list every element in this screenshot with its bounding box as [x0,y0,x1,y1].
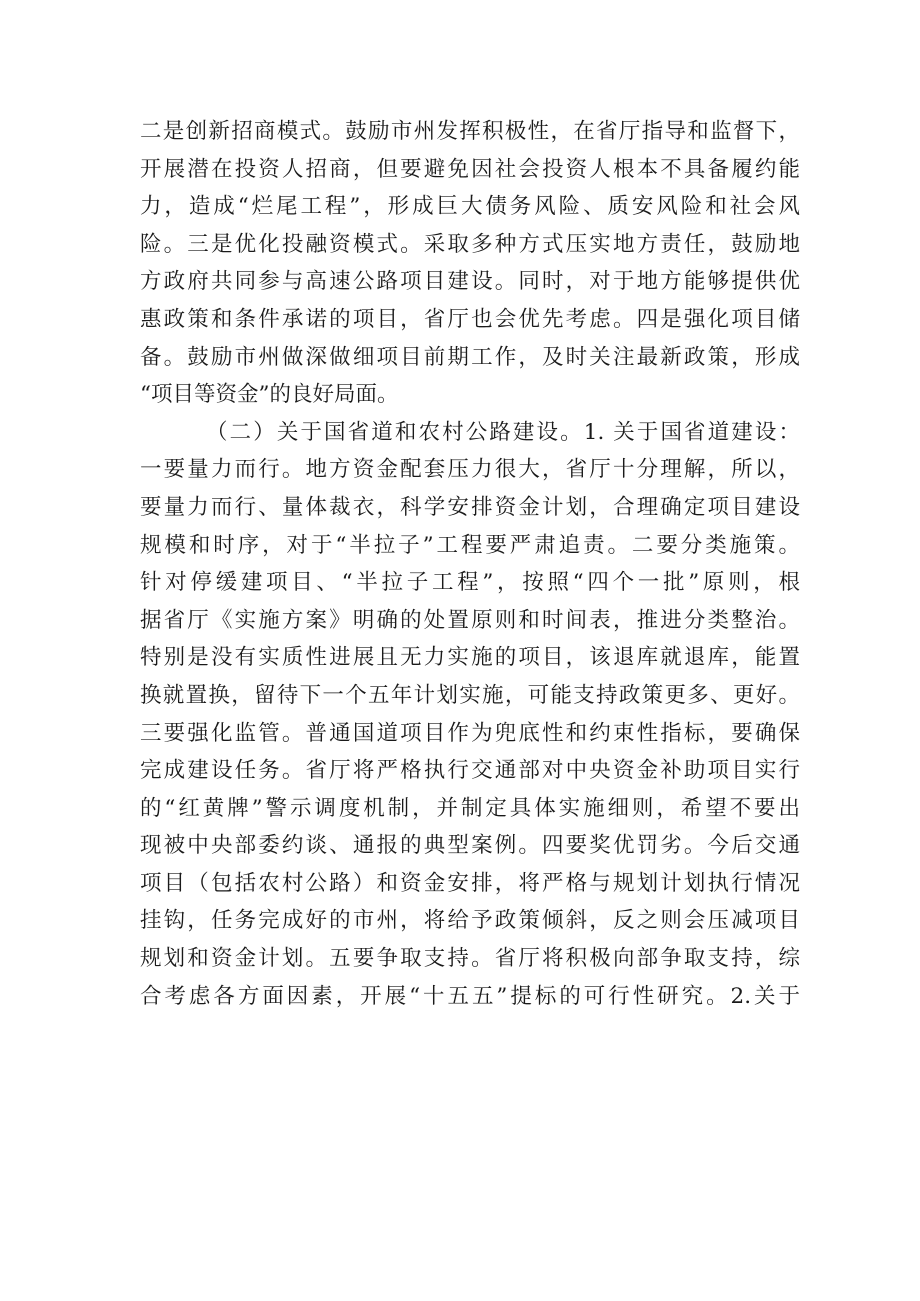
text-line: 规模和时序，对于“半拉子”工程要严肃追责。二要分类施策。 [140,532,800,558]
text-line: “项目等资金”的良好局面。 [140,382,399,408]
text-line: 挂钩，任务完成好的市州，将给予政策倾斜，反之则会压减项目 [140,908,800,934]
text-line: 方政府共同参与高速公路项目建设。同时，对于地方能够提供优 [140,269,800,295]
text-line: （二）关于国省道和农村公路建设。1. 关于国省道建设： [206,419,800,445]
text-line: 完成建设任务。省厅将严格执行交通部对中央资金补助项目实行 [140,758,800,784]
text-line: 备。鼓励市州做深做细项目前期工作，及时关注最新政策，形成 [140,344,800,370]
text-line: 的“红黄牌”警示调度机制，并制定具体实施细则，希望不要出 [140,795,800,821]
text-line: 三要强化监管。普通国道项目作为兜底性和约束性指标，要确保 [140,720,800,746]
text-line: 一要量力而行。地方资金配套压力很大，省厅十分理解，所以， [140,457,800,483]
text-line: 现被中央部委约谈、通报的典型案例。四要奖优罚劣。今后交通 [140,833,800,859]
text-line: 力，造成“烂尾工程”，形成巨大债务风险、质安风险和社会风 [140,194,800,220]
text-line: 二是创新招商模式。鼓励市州发挥积极性，在省厅指导和监督下， [140,119,800,144]
text-line: 惠政策和条件承诺的项目，省厅也会优先考虑。四是强化项目储 [140,306,800,332]
text-line: 项目（包括农村公路）和资金安排，将严格与规划计划执行情况 [140,870,800,896]
document-body [140,113,800,1015]
text-line: 险。三是优化投融资模式。采取多种方式压实地方责任，鼓励地 [140,231,800,257]
text-line: 合考虑各方面因素，开展“十五五”提标的可行性研究。2.关于 [140,983,800,1009]
text-line: 特别是没有实质性进展且无力实施的项目，该退库就退库，能置 [140,645,800,671]
text-line: 针对停缓建项目、“半拉子工程”，按照“四个一批”原则，根 [140,570,800,596]
text-line: 据省厅《实施方案》明确的处置原则和时间表，推进分类整治。 [140,607,800,633]
text-line: 开展潜在投资人招商，但要避免因社会投资人根本不具备履约能 [140,156,800,182]
text-line: 换就置换，留待下一个五年计划实施，可能支持政策更多、更好。 [140,682,800,708]
text-line: 规划和资金计划。五要争取支持。省厅将积极向部争取支持，综 [140,946,800,972]
text-line: 要量力而行、量体裁衣，科学安排资金计划，合理确定项目建设 [140,494,800,520]
